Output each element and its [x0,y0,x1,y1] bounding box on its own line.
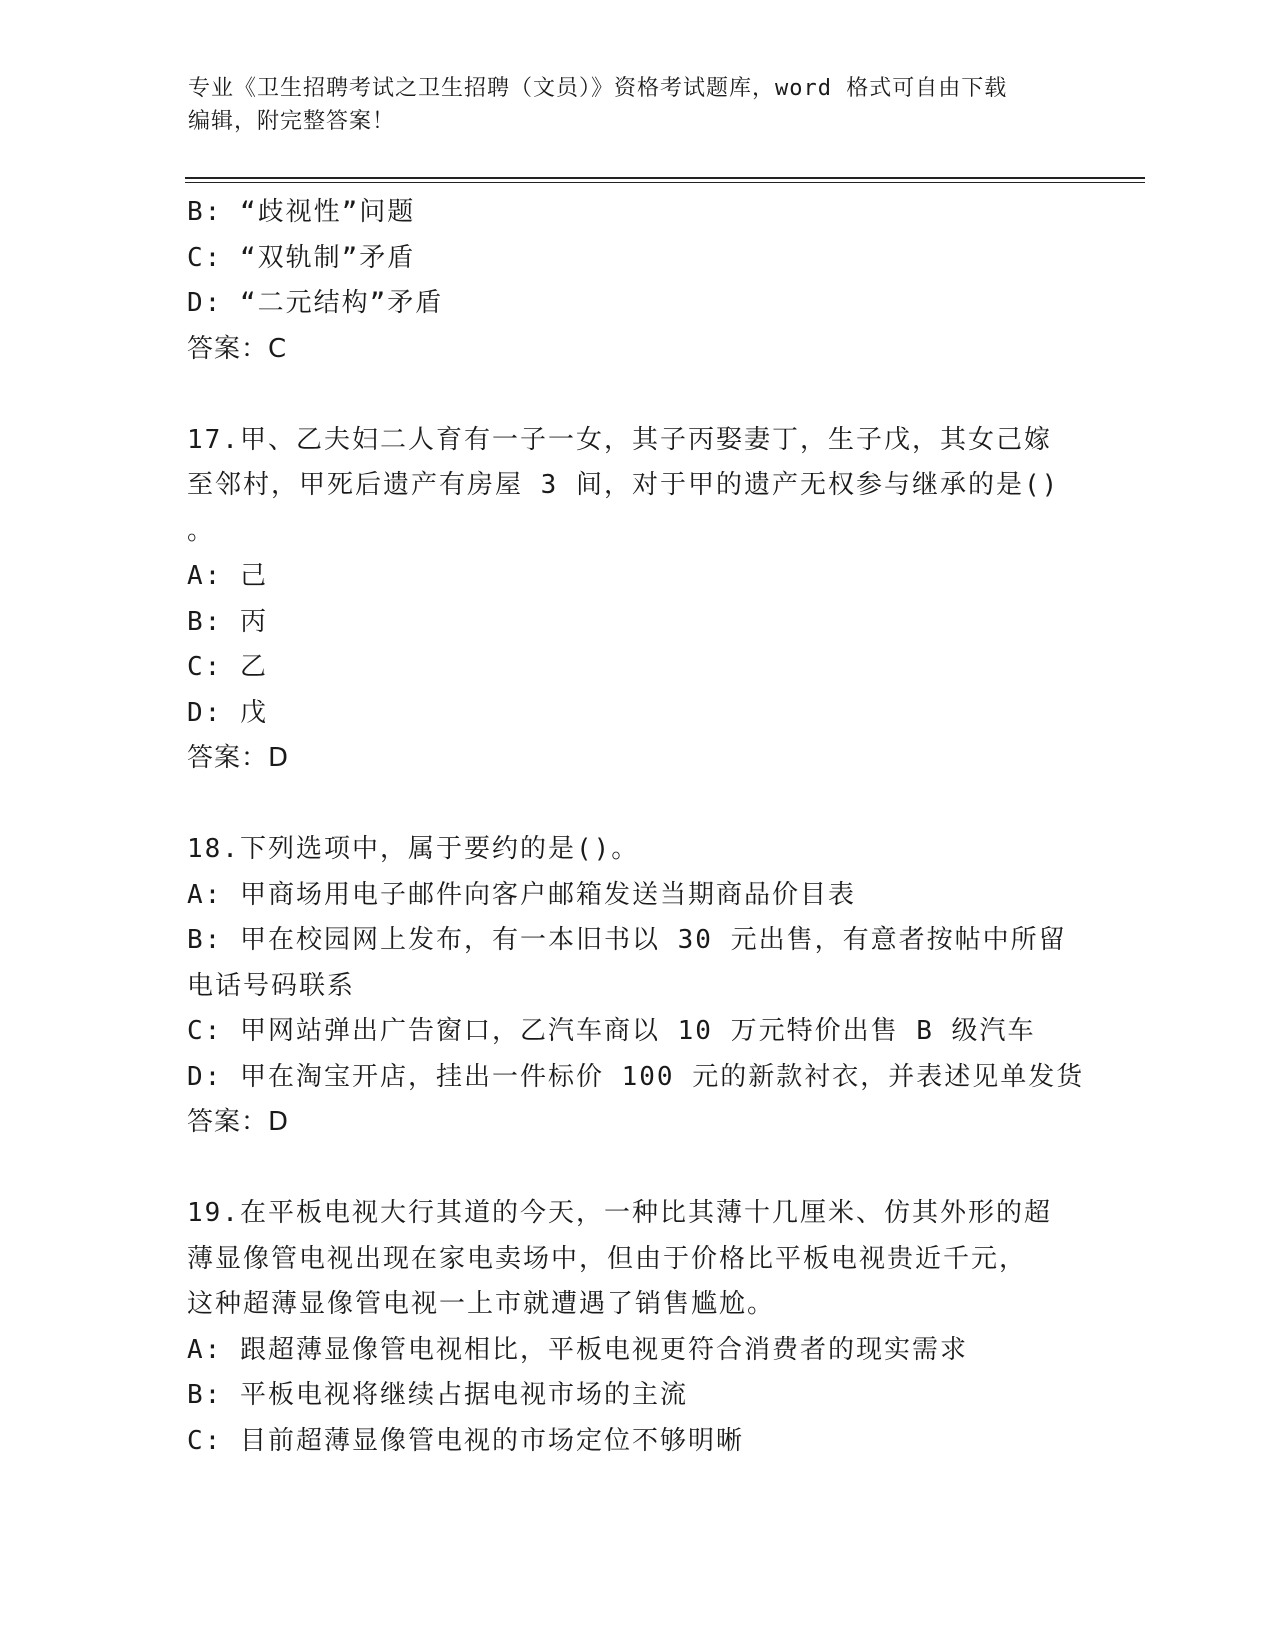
option-b: B: 平板电视将继续占据电视市场的主流 [187,1380,688,1410]
option-b: B: 甲在校园网上发布，有一本旧书以 30 元出售，有意者按帖中所留 [187,925,1067,955]
page-header [188,72,1088,138]
answer-label: 答案：D [187,1107,290,1137]
option-c: C: 乙 [187,652,268,682]
option-b-continued: 电话号码联系 [187,970,356,1001]
option-d: D: 戊 [187,697,268,728]
option-d: D: 甲在淘宝开店，挂出一件标价 100 元的新款衬衣，并表述见单发货 [187,1061,1085,1092]
option-a: A: 跟超薄显像管电视相比，平板电视更符合消费者的现实需求 [187,1334,968,1365]
question-content [187,190,1085,1464]
option-c: C: 甲网站弹出广告窗口，乙汽车商以 10 万元特价出售 B 级汽车 [187,1016,1036,1046]
question-16-tail [187,190,1067,372]
option-b: B: “歧视性”问题 [187,197,416,227]
option-a: A: 己 [187,561,268,591]
header-line-2: 编辑，附完整答案！ [188,109,396,134]
question-19 [187,1191,1067,1464]
question-text: 薄显像管电视出现在家电卖场中，但由于价格比平板电视贵近千元， [187,1243,1028,1274]
question-text: 18.下列选项中，属于要约的是()。 [187,834,640,864]
spacer [187,372,1067,418]
option-b: B: 丙 [187,606,268,637]
option-c: C: 目前超薄显像管电视的市场定位不够明晰 [187,1425,744,1456]
question-text: 至邻村，甲死后遗产有房屋 3 间，对于甲的遗产无权参与继承的是() [187,470,1060,500]
question-18 [187,827,1085,1146]
option-a: A: 甲商场用电子邮件向客户邮箱发送当期商品价目表 [187,879,856,910]
header-line-1: 专业《卫生招聘考试之卫生招聘（文员）》资格考试题库，word 格式可自由下载 [188,76,1008,101]
question-text: 17.甲、乙夫妇二人育有一子一女，其子丙娶妻丁，生子戊，其女己嫁 [187,424,1052,455]
option-c: C: “双轨制”矛盾 [187,242,416,273]
answer-label: 答案：C [187,333,288,364]
question-17 [187,418,1067,782]
question-text: 这种超薄显像管电视一上市就遭遇了销售尴尬。 [187,1289,776,1319]
spacer [187,1146,1067,1192]
header-divider [185,177,1145,183]
spacer [187,782,1067,828]
question-text: 19.在平板电视大行其道的今天，一种比其薄十几厘米、仿其外形的超 [187,1198,1052,1228]
question-text: 。 [187,515,216,546]
answer-label: 答案：D [187,743,290,773]
option-d: D: “二元结构”矛盾 [187,288,444,318]
